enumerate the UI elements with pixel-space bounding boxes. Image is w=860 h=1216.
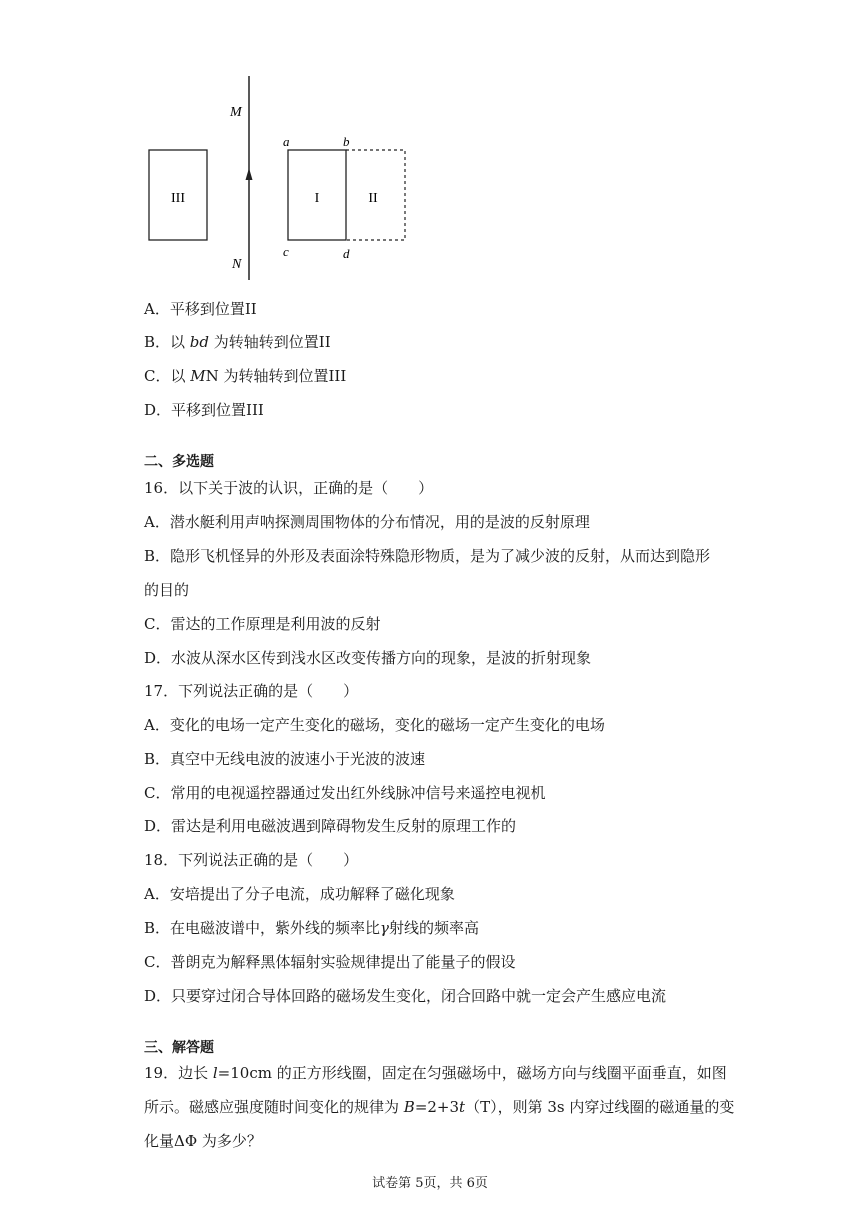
q15-c-post: N 为转轴转到位置III <box>205 367 347 385</box>
q18-option-b <box>144 918 479 938</box>
q19-l1-b: =10cm 的正方形线圈，固定在匀强磁场中，磁场方向与线圈平面垂直，如图 <box>217 1064 727 1082</box>
label-b: b <box>343 134 350 149</box>
q17-option-d: D．雷达是利用电磁波遇到障碍物发生反射的原理工作的 <box>144 817 517 835</box>
current-arrow-icon <box>246 168 253 180</box>
q16-option-b-line1: B．隐形飞机怪异的外形及表面涂特殊隐形物质，是为了减少波的反射，从而达到隐形 <box>144 547 711 565</box>
q15-option-b <box>144 332 331 352</box>
q18-option-a: A．安培提出了分子电流，成功解释了磁化现象 <box>144 885 455 903</box>
q18-option-c: C．普朗克为解释黑体辐射实验规律提出了能量子的假设 <box>144 953 516 971</box>
q19-l2-b-var: B <box>403 1098 415 1116</box>
q17-option-b: B．真空中无线电波的波速小于光波的波速 <box>144 750 426 768</box>
q19-l2-t-var: t <box>459 1098 466 1116</box>
q18-b-gamma: γ <box>380 919 389 937</box>
q19-l1-a: 19．边长 <box>144 1064 213 1082</box>
q18-b-post: 射线的频率高 <box>389 919 480 937</box>
q19-line-2 <box>144 1097 734 1117</box>
q15-b-post: 为转轴转到位置II <box>209 333 331 351</box>
q17-stem: 17．下列说法正确的是（ ） <box>144 682 359 700</box>
q15-c-var: M <box>190 367 206 385</box>
q19-l2-b: =2+3 <box>414 1098 460 1116</box>
q16-option-c: C．雷达的工作原理是利用波的反射 <box>144 615 381 633</box>
q15-b-var: bd <box>189 333 210 351</box>
q16-option-d: D．水波从深水区传到浅水区改变传播方向的现象，是波的折射现象 <box>144 649 592 667</box>
label-m: M <box>230 105 242 120</box>
region-i-label: I <box>314 191 320 206</box>
q18-option-d: D．只要穿过闭合导体回路的磁场发生变化，闭合回路中就一定会产生感应电流 <box>144 987 667 1005</box>
q19-l1-var: l <box>212 1064 218 1082</box>
region-iii-label: III <box>171 191 185 206</box>
q17-option-c: C．常用的电视遥控器通过发出红外线脉冲信号来遥控电视机 <box>144 784 546 802</box>
q18-stem: 18．下列说法正确的是（ ） <box>144 851 359 869</box>
magnetic-field-figure <box>0 0 860 300</box>
page-footer: 试卷第 5页，共 6页 <box>372 1176 488 1191</box>
q19-line-1 <box>144 1063 727 1083</box>
section-3-heading: 三、解答题 <box>144 1040 214 1056</box>
q16-option-a: A．潜水艇利用声呐探测周围物体的分布情况，用的是波的反射原理 <box>144 513 590 531</box>
q16-option-b-line2: 的目的 <box>144 581 190 599</box>
label-c: c <box>283 244 289 259</box>
q19-line-3: 化量ΔΦ 为多少？ <box>144 1132 262 1150</box>
q16-stem: 16．以下关于波的认识，正确的是（ ） <box>144 479 434 497</box>
label-a: a <box>283 134 290 149</box>
label-d: d <box>343 246 350 261</box>
q18-b-pre: B．在电磁波谱中，紫外线的频率比 <box>144 919 381 937</box>
q17-option-a: A．变化的电场一定产生变化的磁场，变化的磁场一定产生变化的电场 <box>144 716 605 734</box>
q19-l2-a: 所示。磁感应强度随时间变化的规律为 <box>144 1098 404 1116</box>
label-n: N <box>232 257 242 272</box>
region-ii-label: II <box>368 191 378 206</box>
q15-option-c <box>144 366 346 386</box>
q15-c-pre: C．以 <box>144 367 191 385</box>
section-2-heading: 二、多选题 <box>144 454 214 470</box>
q15-b-pre: B．以 <box>144 333 190 351</box>
q15-option-d: D．平移到位置III <box>144 401 264 419</box>
q19-l2-c: （T），则第 3s 内穿过线圈的磁通量的变 <box>465 1098 735 1116</box>
q15-option-a: A．平移到位置II <box>144 300 257 318</box>
